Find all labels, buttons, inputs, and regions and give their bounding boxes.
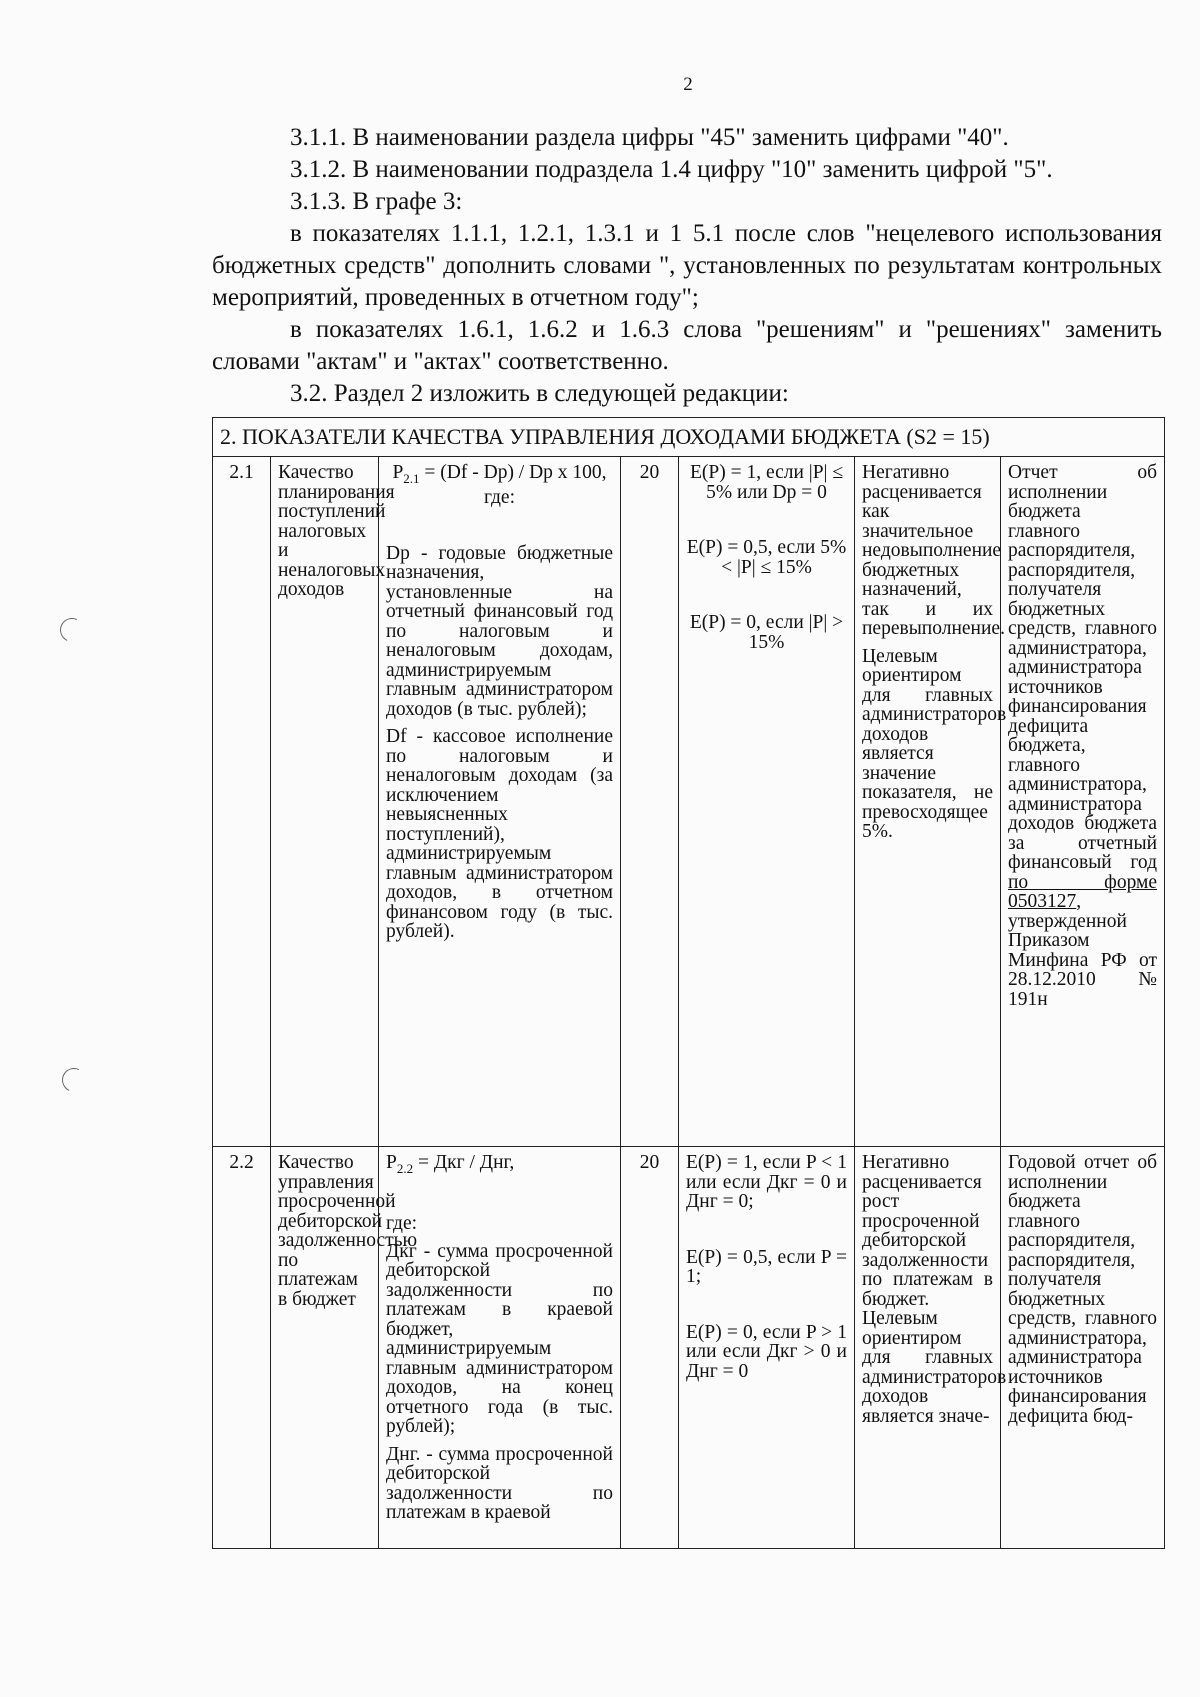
paragraph-3-1-2: 3.1.2. В наименовании подраздела 1.4 цифру "10" заменить цифрой "5". — [290, 156, 1053, 183]
comment-target: Целевым ориентиром для главных администраторов доходов является значе- — [862, 1308, 1007, 1427]
formula: $P_{2.1} = (Df - Dp) / Dp$ x 100, где: — [392, 462, 607, 509]
section-header: 2. ПОКАЗАТЕЛИ КАЧЕСТВА УПРАВЛЕНИЯ ДОХОДАМИ БЮДЖЕТА (S2 = 15) — [213, 418, 1165, 457]
formula-cell — [379, 457, 621, 1147]
table-row — [213, 457, 1165, 1147]
indicator-name: Качество планирования поступлений налоговых и неналоговых доходов — [271, 457, 379, 1147]
definition-df: Df - кассовое исполнение по налоговым и неналоговым доходам (за исключением невыясненных поступлений), администрируемым главным администратором доходов, в отчетном финансовом году (в тыс. рублей). — [386, 726, 613, 943]
evaluation-cell — [679, 457, 855, 1147]
comment-negative: Негативно расценивается как значительное недовыполнение бюджетных назначений, так и их перевыполнение. — [862, 462, 1005, 639]
hole-punch-mark — [59, 1065, 90, 1096]
paragraph-3-1-3: 3.1.3. В графе 3: — [290, 188, 463, 215]
comment-cell — [855, 1147, 1007, 1549]
indicators-table — [212, 417, 1165, 1549]
evaluation-05: E(P) = 0,5, если 5% < |P| ≤ 15% — [686, 537, 847, 578]
definition-dp: Dp - годовые бюджетные назначения, установленные на отчетный финансовый год по налоговым и неналоговым доходам, администрируемым главным администратором доходов (в тыс. рублей); — [386, 542, 613, 720]
evaluation-05: E(P) = 0,5, если P = 1; — [686, 1246, 847, 1287]
evaluation-1: E(P) = 1, если |P| ≤ 5% или Dp = 0 — [689, 462, 844, 503]
form-reference: по форме 0503127 — [1008, 871, 1158, 912]
where-label: где: — [386, 1213, 418, 1235]
hole-punch-mark — [57, 615, 88, 646]
page-number: 2 — [683, 74, 693, 95]
intro-text — [212, 122, 1162, 410]
paragraph-3-1-1: 3.1.1. В наименовании раздела цифры "45" заменить цифрами "40". — [290, 124, 1009, 151]
weight: 20 — [621, 457, 679, 1147]
row-number: 2.1 — [213, 457, 271, 1147]
source-cell: Годовой отчет об исполнении бюджета главного распорядителя, распорядителя, получателя бюджетных средств, главного администратора, администратора источников финансирования дефицита бюд- — [1001, 1147, 1165, 1549]
table-row — [213, 1147, 1165, 1549]
formula-cell — [379, 1147, 621, 1549]
indicator-name: Качество управления просроченной дебиторской задолженностью по платежам в бюджет — [271, 1147, 379, 1549]
row-number: 2.2 — [213, 1147, 271, 1549]
paragraph-indicators-1: в показателях 1.1.1, 1.2.1, 1.3.1 и 1 5.1 после слов "нецелевого использования бюджетных средств" дополнить словами ", установленных по результатам контрольных мероприятий, проведенных в отчетном году"; — [212, 220, 1162, 311]
definition-dkg: Дкг - сумма просроченной дебиторской задолженности по платежам в краевой бюджет, администрируемым главным администратором доходов, на конец отчетного года (в тыс. рублей); — [386, 1240, 613, 1438]
comment-cell — [855, 457, 1007, 1147]
definition-dng: Днг. - сумма просроченной дебиторской задолженности по платежам в краевой — [386, 1443, 613, 1524]
weight: 20 — [621, 1147, 679, 1549]
section-header-row — [213, 418, 1165, 457]
paragraph-indicators-1-6: в показателях 1.6.1, 1.6.2 и 1.6.3 слова "решениям" и "решениях" заменить словами "актам" и "актах" соответственно. — [212, 316, 1162, 375]
source-cell: Отчет об исполнении бюджета главного распорядителя, распорядителя, получателя бюджетных средств, главного администратора, администратора источников финансирования дефицита бюджета, главного администратора, администратора доходов бюджета за отчетный финансовый год по форме 0503127, утвержденной Приказом Минфина РФ от 28.12.2010 № 191н — [1001, 457, 1165, 1147]
evaluation-cell — [679, 1147, 855, 1549]
comment-target: Целевым ориентиром для главных администраторов доходов является значение показателя, не превосходящее 5%. — [862, 645, 1007, 842]
evaluation-1: E(P) = 1, если P < 1 или если Дкг = 0 и Днг = 0; — [686, 1152, 847, 1212]
evaluation-0: E(P) = 0, если |P| > 15% — [689, 612, 844, 653]
evaluation-0: E(P) = 0, если P > 1 или если Дкг > 0 и Днг = 0 — [686, 1321, 847, 1382]
comment-negative: Негативно расценивается рост просроченной дебиторской задолженности по платежам в бюджет. — [862, 1152, 993, 1310]
formula: $P_{2.2}$ = Дкг / Днг, — [386, 1152, 515, 1176]
paragraph-3-2: 3.2. Раздел 2 изложить в следующей редакции: — [290, 380, 789, 407]
